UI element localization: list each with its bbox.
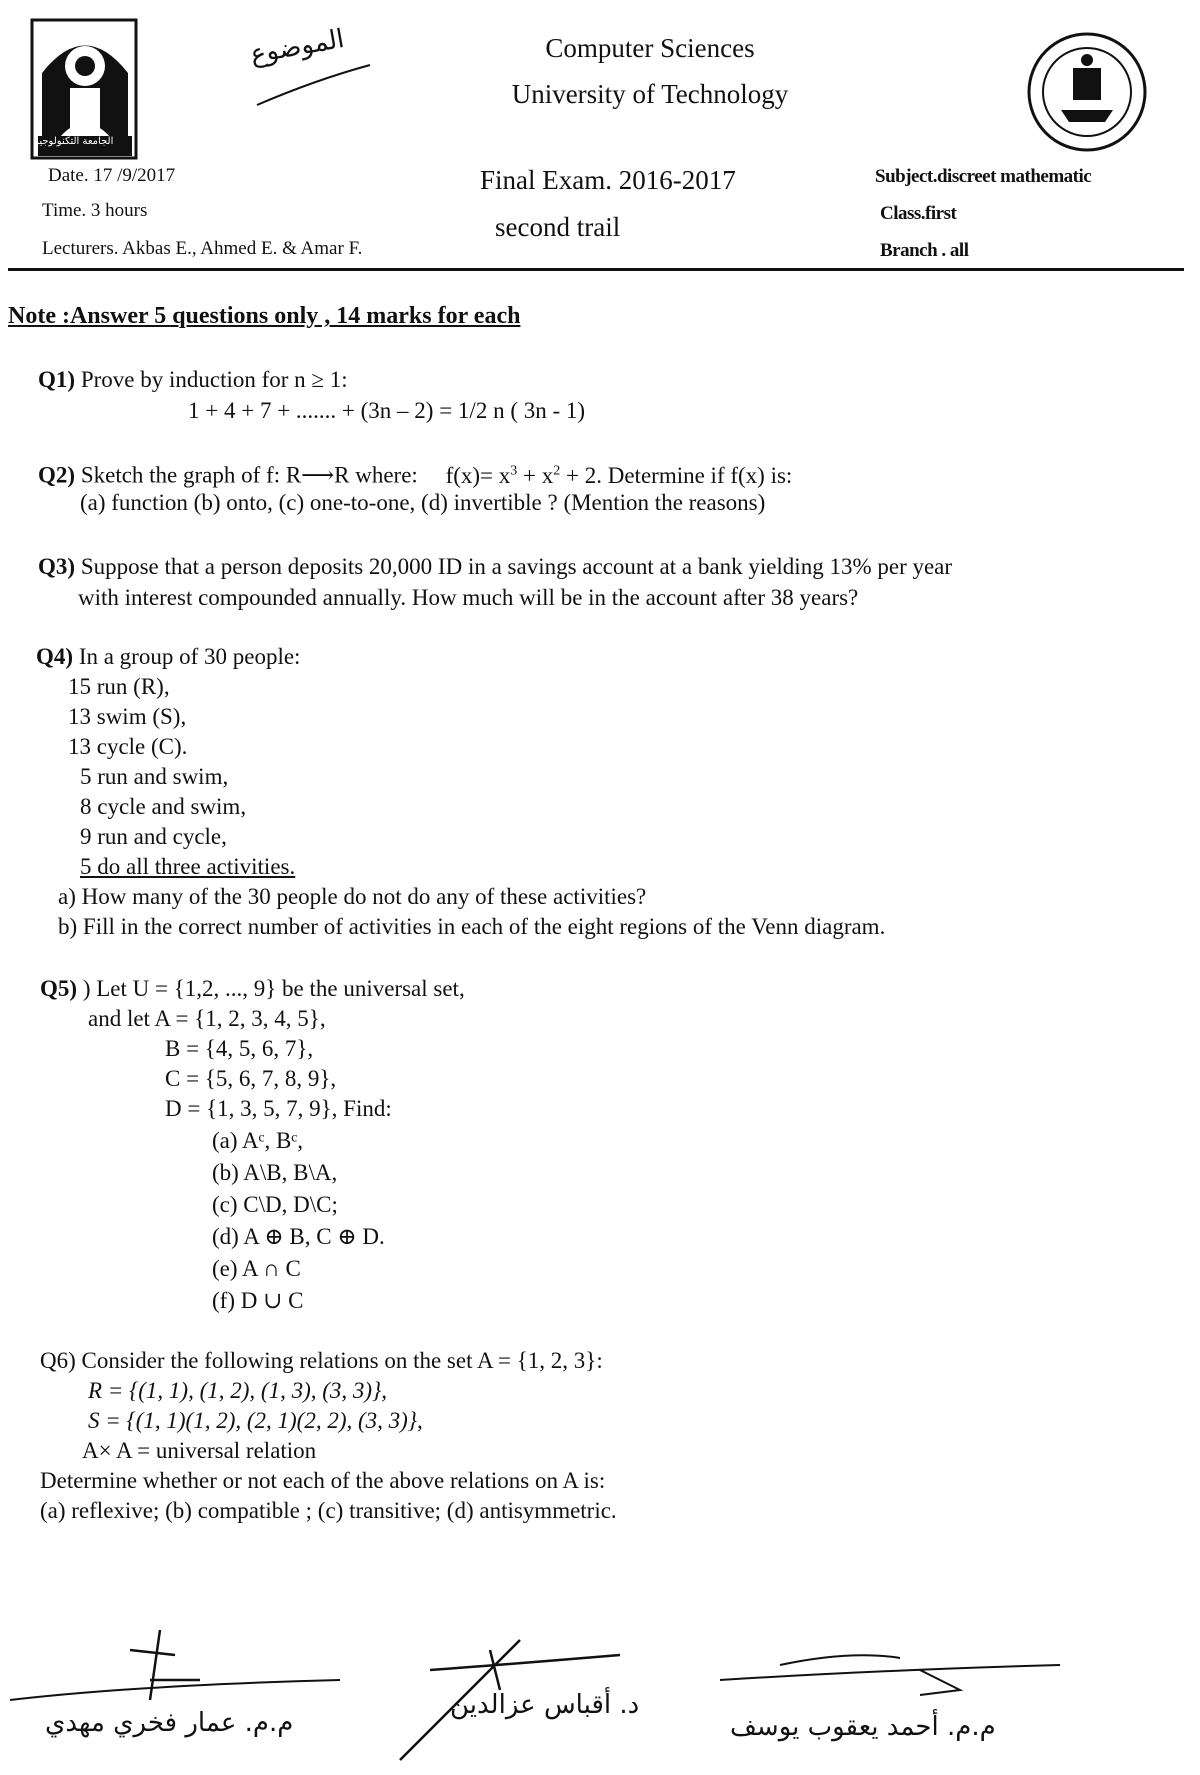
q5-part: (b) A\B, B\A, bbox=[212, 1160, 338, 1185]
exam-time: Time. 3 hours bbox=[42, 200, 148, 221]
q6-properties: (a) reflexive; (b) compatible ; (c) transitive; (d) antisymmetric. bbox=[40, 1498, 617, 1523]
q4-item: 13 swim (S), bbox=[68, 704, 187, 729]
q1-text: Prove by induction for n ≥ 1: bbox=[80, 367, 348, 392]
note: Note :Answer 5 questions only , 14 marks for each bbox=[8, 303, 521, 329]
q4-part-b: b) Fill in the correct number of activities in each of the eight regions of the Venn diagram. bbox=[58, 914, 886, 939]
q4-text: In a group of 30 people: bbox=[78, 644, 301, 669]
header-divider bbox=[8, 268, 1184, 271]
seal-icon bbox=[1025, 30, 1150, 155]
q4-label: Q4) bbox=[36, 644, 74, 669]
q4-item: 9 run and cycle, bbox=[80, 824, 227, 849]
question-3 bbox=[38, 552, 952, 582]
q2-exp2: 2 bbox=[553, 463, 561, 478]
q2-formula-suffix: + 2. Determine if f(x) is: bbox=[560, 462, 793, 488]
q5-set-b: B = {4, 5, 6, 7}, bbox=[165, 1036, 314, 1061]
q5-part: (f) D ∪ C bbox=[212, 1288, 304, 1313]
q4-item: 15 run (R), bbox=[68, 674, 170, 699]
q6-label: Q6) bbox=[40, 1348, 76, 1373]
q5-part: (d) A ⊕ B, C ⊕ D. bbox=[212, 1224, 385, 1249]
signature-left: م.م. عمار فخري مهدي bbox=[45, 1708, 294, 1738]
q6-text: Consider the following relations on the set A = {1, 2, 3}: bbox=[81, 1348, 603, 1373]
university-title: University of Technology bbox=[511, 79, 789, 109]
q1-formula: 1 + 4 + 7 + ....... + (3n – 2) = 1/2 n ( 3n - 1) bbox=[188, 398, 586, 423]
q1-label: Q1) bbox=[38, 367, 76, 392]
q6-relation-s: S = {(1, 1)(1, 2), (2, 1)(2, 2), (3, 3)}, bbox=[88, 1408, 423, 1433]
exam-class: Class.first bbox=[880, 203, 957, 224]
question-6 bbox=[40, 1346, 603, 1376]
q5-part: (c) C\D, D\C; bbox=[212, 1192, 338, 1217]
q3-line2: with interest compounded annually. How much will be in the account after 38 years? bbox=[78, 585, 859, 610]
exam-title: Final Exam. 2016-2017 bbox=[480, 165, 736, 195]
question-4 bbox=[36, 642, 300, 672]
exam-date: Date. 17 /9/2017 bbox=[48, 165, 176, 186]
q2-label: Q2) bbox=[38, 462, 76, 488]
logo-text: الجامعة التكنولوجية bbox=[34, 136, 114, 147]
q5-text: ) Let U = {1,2, ..., 9} be the universal set, bbox=[82, 976, 465, 1001]
question-2 bbox=[38, 456, 792, 491]
q2-formula-prefix: f(x)= x bbox=[445, 462, 511, 488]
q5-part: (e) A ∩ C bbox=[212, 1256, 301, 1281]
signature-middle: د. أقباس عزالدين bbox=[450, 1690, 640, 1720]
question-5 bbox=[40, 974, 465, 1004]
q5-set-d: D = {1, 3, 5, 7, 9}, Find: bbox=[165, 1096, 392, 1121]
q6-relation-r: R = {(1, 1), (1, 2), (1, 3), (3, 3)}, bbox=[88, 1378, 387, 1403]
q5-label: Q5) bbox=[40, 976, 78, 1001]
handwritten-underline-icon bbox=[255, 60, 375, 110]
q5-part: (a) Aᶜ, Bᶜ, bbox=[212, 1128, 303, 1153]
exam-trail: second trail bbox=[495, 212, 621, 242]
q2-exp3: 3 bbox=[510, 463, 518, 478]
q5-set-c: C = {5, 6, 7, 8, 9}, bbox=[165, 1066, 337, 1091]
q6-universal: A× A = universal relation bbox=[82, 1438, 317, 1463]
lecturers: Lecturers. Akbas E., Ahmed E. & Amar F. bbox=[42, 238, 363, 259]
q2-options: (a) function (b) onto, (c) one-to-one, (d) invertible ? (Mention the reasons) bbox=[80, 490, 766, 515]
q3-label: Q3) bbox=[38, 554, 76, 579]
q4-part-a: a) How many of the 30 people do not do any of these activities? bbox=[58, 884, 647, 909]
signature-right: م.م. أحمد يعقوب يوسف bbox=[730, 1712, 996, 1742]
q2-formula-mid: + x bbox=[517, 462, 554, 488]
q5-set-a: and let A = {1, 2, 3, 4, 5}, bbox=[88, 1006, 326, 1031]
handwritten-subject: الموضوع bbox=[248, 24, 347, 70]
question-1 bbox=[38, 365, 348, 395]
q3-line1: Suppose that a person deposits 20,000 ID in a savings account at a bank yielding 13% per year bbox=[80, 554, 953, 579]
exam-subject: Subject.discreet mathematic bbox=[875, 166, 1092, 187]
q6-determine: Determine whether or not each of the above relations on A is: bbox=[40, 1468, 606, 1493]
q4-item: 8 cycle and swim, bbox=[80, 794, 247, 819]
q4-item: 5 do all three activities. bbox=[80, 854, 296, 879]
q4-item: 5 run and swim, bbox=[80, 764, 229, 789]
q2-text: Sketch the graph of f: R⟶R where: bbox=[80, 462, 418, 488]
department-title: Computer Sciences bbox=[545, 33, 755, 63]
q2-formula bbox=[446, 463, 793, 488]
q4-item: 13 cycle (C). bbox=[68, 734, 188, 759]
exam-branch: Branch . all bbox=[880, 240, 969, 261]
